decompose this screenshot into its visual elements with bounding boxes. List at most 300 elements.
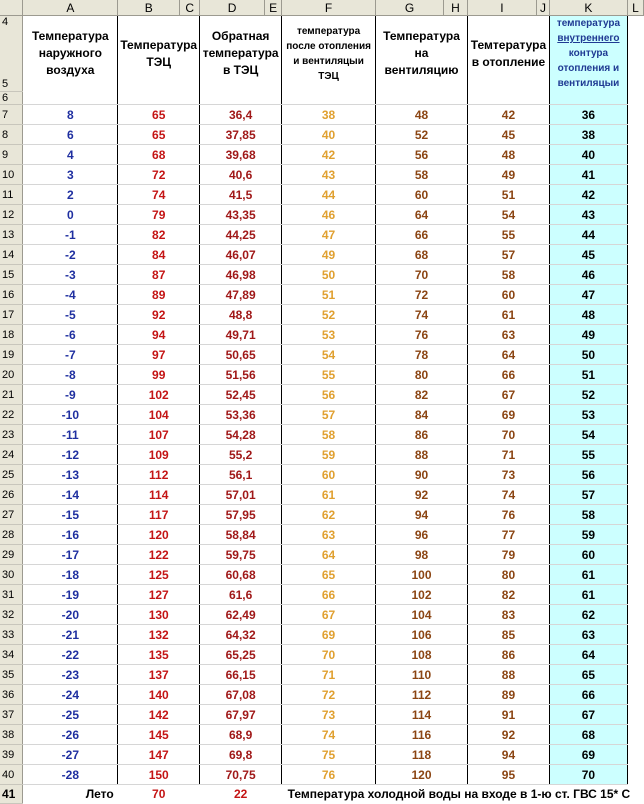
after-heating-temp-cell[interactable]: 66 — [282, 585, 376, 605]
ventilation-temp-cell[interactable]: 102 — [376, 585, 468, 605]
row-number[interactable]: 21 — [0, 385, 23, 405]
empty-cell[interactable] — [627, 265, 643, 285]
ventilation-temp-cell[interactable]: 74 — [376, 305, 468, 325]
outdoor-temp-cell[interactable]: -24 — [23, 685, 118, 705]
row-number[interactable]: 20 — [0, 365, 23, 385]
empty-cell[interactable] — [627, 705, 643, 725]
chp-temp-cell[interactable]: 125 — [118, 565, 200, 585]
empty-cell-l[interactable] — [627, 16, 643, 92]
after-heating-temp-cell[interactable]: 65 — [282, 565, 376, 585]
return-temp-cell[interactable]: 64,32 — [200, 625, 282, 645]
outdoor-temp-cell[interactable]: -1 — [23, 225, 118, 245]
ventilation-temp-cell[interactable]: 86 — [376, 425, 468, 445]
empty-cell[interactable] — [627, 325, 643, 345]
heating-temp-cell[interactable]: 92 — [467, 725, 549, 745]
ventilation-temp-cell[interactable]: 56 — [376, 145, 468, 165]
column-header-f[interactable]: F — [282, 0, 376, 16]
inner-loop-temp-cell[interactable]: 38 — [549, 125, 627, 145]
empty-cell[interactable] — [627, 665, 643, 685]
inner-loop-temp-cell[interactable]: 64 — [549, 645, 627, 665]
empty-cell[interactable] — [627, 185, 643, 205]
after-heating-temp-cell[interactable]: 76 — [282, 765, 376, 785]
cold-water-note[interactable]: Температура холодной воды на входе в 1-ю ст. ГВС 15* С — [287, 787, 631, 802]
chp-temp-cell[interactable]: 87 — [118, 265, 200, 285]
inner-loop-temp-cell[interactable]: 41 — [549, 165, 627, 185]
heating-temp-cell[interactable]: 76 — [467, 505, 549, 525]
ventilation-temp-cell[interactable]: 88 — [376, 445, 468, 465]
inner-loop-temp-cell[interactable]: 44 — [549, 225, 627, 245]
inner-loop-temp-cell[interactable]: 66 — [549, 685, 627, 705]
chp-temp-cell[interactable]: 150 — [118, 765, 200, 785]
chp-temp-cell[interactable]: 127 — [118, 585, 200, 605]
empty-cell[interactable] — [627, 205, 643, 225]
return-temp-cell[interactable]: 62,49 — [200, 605, 282, 625]
inner-loop-temp-cell[interactable]: 55 — [549, 445, 627, 465]
ventilation-temp-cell[interactable]: 108 — [376, 645, 468, 665]
ventilation-temp-cell[interactable]: 64 — [376, 205, 468, 225]
empty-cell[interactable] — [627, 105, 643, 125]
inner-loop-temp-cell[interactable]: 58 — [549, 505, 627, 525]
ventilation-temp-cell[interactable]: 106 — [376, 625, 468, 645]
after-heating-temp-cell[interactable]: 55 — [282, 365, 376, 385]
empty-cell[interactable] — [627, 92, 643, 105]
return-temp-cell[interactable]: 49,71 — [200, 325, 282, 345]
empty-cell[interactable] — [627, 225, 643, 245]
row-number[interactable]: 40 — [0, 765, 23, 785]
heating-temp-cell[interactable]: 74 — [467, 485, 549, 505]
after-heating-temp-cell[interactable]: 54 — [282, 345, 376, 365]
ventilation-temp-cell[interactable]: 116 — [376, 725, 468, 745]
outdoor-temp-cell[interactable]: -19 — [23, 585, 118, 605]
inner-loop-temp-cell[interactable]: 70 — [549, 765, 627, 785]
heating-temp-cell[interactable]: 48 — [467, 145, 549, 165]
heating-temp-cell[interactable]: 94 — [467, 745, 549, 765]
empty-cell[interactable] — [118, 92, 200, 105]
row-number[interactable]: 32 — [0, 605, 23, 625]
after-heating-temp-cell[interactable]: 69 — [282, 625, 376, 645]
outdoor-temp-cell[interactable]: -26 — [23, 725, 118, 745]
header-after-heating-temp[interactable]: температура после отопления и вентиляцыи ТЭЦ — [282, 16, 376, 92]
inner-loop-temp-cell[interactable]: 57 — [549, 485, 627, 505]
outdoor-temp-cell[interactable]: 0 — [23, 205, 118, 225]
chp-temp-cell[interactable]: 132 — [118, 625, 200, 645]
ventilation-temp-cell[interactable]: 58 — [376, 165, 468, 185]
after-heating-temp-cell[interactable]: 62 — [282, 505, 376, 525]
outdoor-temp-cell[interactable]: -17 — [23, 545, 118, 565]
row-number[interactable]: 36 — [0, 685, 23, 705]
empty-cell[interactable] — [627, 405, 643, 425]
column-header-e[interactable]: E — [265, 0, 282, 16]
outdoor-temp-cell[interactable]: -25 — [23, 705, 118, 725]
row-number[interactable]: 22 — [0, 405, 23, 425]
header-chp-temp[interactable]: Температура ТЭЦ — [118, 16, 200, 92]
row-number[interactable]: 6 — [0, 92, 23, 105]
outdoor-temp-cell[interactable]: -7 — [23, 345, 118, 365]
empty-cell[interactable] — [627, 285, 643, 305]
return-temp-cell[interactable]: 40,6 — [200, 165, 282, 185]
ventilation-temp-cell[interactable]: 72 — [376, 285, 468, 305]
heating-temp-cell[interactable]: 83 — [467, 605, 549, 625]
return-temp-cell[interactable]: 55,2 — [200, 445, 282, 465]
empty-cell[interactable] — [627, 545, 643, 565]
empty-cell[interactable] — [627, 385, 643, 405]
empty-cell[interactable] — [627, 525, 643, 545]
row-number[interactable]: 34 — [0, 645, 23, 665]
after-heating-temp-cell[interactable]: 53 — [282, 325, 376, 345]
chp-temp-cell[interactable]: 117 — [118, 505, 200, 525]
inner-loop-temp-cell[interactable]: 47 — [549, 285, 627, 305]
chp-temp-cell[interactable]: 82 — [118, 225, 200, 245]
inner-loop-temp-cell[interactable]: 59 — [549, 525, 627, 545]
chp-temp-cell[interactable]: 84 — [118, 245, 200, 265]
summer-return-temp[interactable]: 22 — [233, 787, 248, 802]
after-heating-temp-cell[interactable]: 42 — [282, 145, 376, 165]
row-number[interactable]: 10 — [0, 165, 23, 185]
return-temp-cell[interactable]: 69,8 — [200, 745, 282, 765]
empty-cell[interactable] — [627, 725, 643, 745]
row-number[interactable]: 16 — [0, 285, 23, 305]
ventilation-temp-cell[interactable]: 70 — [376, 265, 468, 285]
summer-chp-temp[interactable]: 70 — [152, 787, 166, 802]
heating-temp-cell[interactable]: 69 — [467, 405, 549, 425]
after-heating-temp-cell[interactable]: 50 — [282, 265, 376, 285]
inner-loop-temp-cell[interactable]: 52 — [549, 385, 627, 405]
ventilation-temp-cell[interactable]: 90 — [376, 465, 468, 485]
return-temp-cell[interactable]: 50,65 — [200, 345, 282, 365]
chp-temp-cell[interactable]: 114 — [118, 485, 200, 505]
outdoor-temp-cell[interactable]: 3 — [23, 165, 118, 185]
outdoor-temp-cell[interactable]: -8 — [23, 365, 118, 385]
chp-temp-cell[interactable]: 94 — [118, 325, 200, 345]
outdoor-temp-cell[interactable]: -20 — [23, 605, 118, 625]
heating-temp-cell[interactable]: 88 — [467, 665, 549, 685]
heating-temp-cell[interactable]: 89 — [467, 685, 549, 705]
after-heating-temp-cell[interactable]: 74 — [282, 725, 376, 745]
chp-temp-cell[interactable]: 89 — [118, 285, 200, 305]
ventilation-temp-cell[interactable]: 92 — [376, 485, 468, 505]
column-header-g[interactable]: G — [376, 0, 444, 16]
heating-temp-cell[interactable]: 70 — [467, 425, 549, 445]
header-ventilation-temp[interactable]: Температура на вентиляцию — [376, 16, 468, 92]
row-number[interactable]: 9 — [0, 145, 23, 165]
empty-cell[interactable] — [627, 425, 643, 445]
chp-temp-cell[interactable]: 79 — [118, 205, 200, 225]
chp-temp-cell[interactable]: 112 — [118, 465, 200, 485]
return-temp-cell[interactable]: 57,95 — [200, 505, 282, 525]
column-header-a[interactable]: A — [23, 0, 118, 16]
heating-temp-cell[interactable]: 95 — [467, 765, 549, 785]
outdoor-temp-cell[interactable]: -11 — [23, 425, 118, 445]
heating-temp-cell[interactable]: 60 — [467, 285, 549, 305]
empty-cell[interactable] — [627, 505, 643, 525]
empty-cell[interactable] — [627, 765, 643, 785]
empty-cell[interactable] — [627, 345, 643, 365]
heating-temp-cell[interactable]: 82 — [467, 585, 549, 605]
return-temp-cell[interactable]: 60,68 — [200, 565, 282, 585]
inner-loop-temp-cell[interactable]: 43 — [549, 205, 627, 225]
inner-loop-temp-cell[interactable]: 51 — [549, 365, 627, 385]
row-number[interactable]: 14 — [0, 245, 23, 265]
ventilation-temp-cell[interactable]: 112 — [376, 685, 468, 705]
heating-temp-cell[interactable]: 80 — [467, 565, 549, 585]
chp-temp-cell[interactable]: 99 — [118, 365, 200, 385]
empty-cell[interactable] — [467, 92, 549, 105]
after-heating-temp-cell[interactable]: 40 — [282, 125, 376, 145]
inner-loop-temp-cell[interactable]: 42 — [549, 185, 627, 205]
outdoor-temp-cell[interactable]: -9 — [23, 385, 118, 405]
after-heating-temp-cell[interactable]: 67 — [282, 605, 376, 625]
row-number[interactable]: 27 — [0, 505, 23, 525]
inner-loop-temp-cell[interactable]: 45 — [549, 245, 627, 265]
row-number[interactable]: 8 — [0, 125, 23, 145]
after-heating-temp-cell[interactable]: 44 — [282, 185, 376, 205]
inner-loop-temp-cell[interactable]: 49 — [549, 325, 627, 345]
heating-temp-cell[interactable]: 64 — [467, 345, 549, 365]
empty-cell[interactable] — [282, 92, 376, 105]
row-number[interactable]: 12 — [0, 205, 23, 225]
heating-temp-cell[interactable]: 58 — [467, 265, 549, 285]
header-return-temp[interactable]: Обратная температура в ТЭЦ — [200, 16, 282, 92]
ventilation-temp-cell[interactable]: 84 — [376, 405, 468, 425]
return-temp-cell[interactable]: 36,4 — [200, 105, 282, 125]
heating-temp-cell[interactable]: 73 — [467, 465, 549, 485]
outdoor-temp-cell[interactable]: 2 — [23, 185, 118, 205]
return-temp-cell[interactable]: 58,84 — [200, 525, 282, 545]
empty-cell[interactable] — [627, 625, 643, 645]
outdoor-temp-cell[interactable]: 6 — [23, 125, 118, 145]
row-number[interactable] — [0, 16, 23, 92]
empty-cell[interactable] — [627, 745, 643, 765]
heating-temp-cell[interactable]: 51 — [467, 185, 549, 205]
return-temp-cell[interactable]: 44,25 — [200, 225, 282, 245]
column-header-c[interactable]: C — [180, 0, 200, 16]
empty-cell[interactable] — [627, 645, 643, 665]
inner-loop-temp-cell[interactable]: 61 — [549, 565, 627, 585]
ventilation-temp-cell[interactable]: 118 — [376, 745, 468, 765]
column-header-l[interactable]: L — [627, 0, 643, 16]
chp-temp-cell[interactable]: 102 — [118, 385, 200, 405]
heating-temp-cell[interactable]: 55 — [467, 225, 549, 245]
inner-loop-temp-cell[interactable]: 60 — [549, 545, 627, 565]
chp-temp-cell[interactable]: 142 — [118, 705, 200, 725]
return-temp-cell[interactable]: 52,45 — [200, 385, 282, 405]
chp-temp-cell[interactable]: 74 — [118, 185, 200, 205]
return-temp-cell[interactable]: 46,98 — [200, 265, 282, 285]
heating-temp-cell[interactable]: 71 — [467, 445, 549, 465]
inner-loop-temp-cell[interactable]: 40 — [549, 145, 627, 165]
ventilation-temp-cell[interactable]: 114 — [376, 705, 468, 725]
return-temp-cell[interactable]: 53,36 — [200, 405, 282, 425]
after-heating-temp-cell[interactable]: 64 — [282, 545, 376, 565]
chp-temp-cell[interactable]: 137 — [118, 665, 200, 685]
column-header-j[interactable]: J — [536, 0, 549, 16]
ventilation-temp-cell[interactable]: 96 — [376, 525, 468, 545]
inner-loop-temp-cell[interactable]: 56 — [549, 465, 627, 485]
after-heating-temp-cell[interactable]: 70 — [282, 645, 376, 665]
header-heating-temp[interactable]: Темтература в отопление — [467, 16, 549, 92]
row-number[interactable]: 17 — [0, 305, 23, 325]
chp-temp-cell[interactable]: 135 — [118, 645, 200, 665]
ventilation-temp-cell[interactable]: 48 — [376, 105, 468, 125]
inner-loop-temp-cell[interactable]: 53 — [549, 405, 627, 425]
return-temp-cell[interactable]: 37,85 — [200, 125, 282, 145]
heating-temp-cell[interactable]: 54 — [467, 205, 549, 225]
empty-cell[interactable] — [627, 565, 643, 585]
empty-cell[interactable] — [627, 485, 643, 505]
after-heating-temp-cell[interactable]: 58 — [282, 425, 376, 445]
after-heating-temp-cell[interactable]: 43 — [282, 165, 376, 185]
after-heating-temp-cell[interactable]: 61 — [282, 485, 376, 505]
column-header-d[interactable]: D — [200, 0, 265, 16]
heating-temp-cell[interactable]: 67 — [467, 385, 549, 405]
chp-temp-cell[interactable]: 97 — [118, 345, 200, 365]
ventilation-temp-cell[interactable]: 82 — [376, 385, 468, 405]
ventilation-temp-cell[interactable]: 78 — [376, 345, 468, 365]
ventilation-temp-cell[interactable]: 66 — [376, 225, 468, 245]
heating-temp-cell[interactable]: 42 — [467, 105, 549, 125]
heating-temp-cell[interactable]: 85 — [467, 625, 549, 645]
inner-loop-temp-cell[interactable]: 48 — [549, 305, 627, 325]
return-temp-cell[interactable]: 47,89 — [200, 285, 282, 305]
return-temp-cell[interactable]: 67,97 — [200, 705, 282, 725]
outdoor-temp-cell[interactable]: -18 — [23, 565, 118, 585]
ventilation-temp-cell[interactable]: 104 — [376, 605, 468, 625]
ventilation-temp-cell[interactable]: 120 — [376, 765, 468, 785]
heating-temp-cell[interactable]: 77 — [467, 525, 549, 545]
inner-loop-temp-cell[interactable]: 50 — [549, 345, 627, 365]
chp-temp-cell[interactable]: 140 — [118, 685, 200, 705]
outdoor-temp-cell[interactable]: -10 — [23, 405, 118, 425]
return-temp-cell[interactable]: 51,56 — [200, 365, 282, 385]
summer-label[interactable]: Лето — [85, 787, 114, 802]
row-number[interactable]: 38 — [0, 725, 23, 745]
row-number[interactable]: 23 — [0, 425, 23, 445]
chp-temp-cell[interactable]: 120 — [118, 525, 200, 545]
after-heating-temp-cell[interactable]: 46 — [282, 205, 376, 225]
heating-temp-cell[interactable]: 61 — [467, 305, 549, 325]
outdoor-temp-cell[interactable]: -5 — [23, 305, 118, 325]
empty-cell[interactable] — [627, 585, 643, 605]
ventilation-temp-cell[interactable]: 80 — [376, 365, 468, 385]
chp-temp-cell[interactable]: 68 — [118, 145, 200, 165]
chp-temp-cell[interactable]: 130 — [118, 605, 200, 625]
chp-temp-cell[interactable]: 109 — [118, 445, 200, 465]
chp-temp-cell[interactable]: 107 — [118, 425, 200, 445]
return-temp-cell[interactable]: 41,5 — [200, 185, 282, 205]
row-number[interactable]: 11 — [0, 185, 23, 205]
inner-loop-temp-cell[interactable]: 46 — [549, 265, 627, 285]
row-number[interactable]: 26 — [0, 485, 23, 505]
ventilation-temp-cell[interactable]: 60 — [376, 185, 468, 205]
ventilation-temp-cell[interactable]: 52 — [376, 125, 468, 145]
row-number[interactable]: 33 — [0, 625, 23, 645]
outdoor-temp-cell[interactable]: -6 — [23, 325, 118, 345]
return-temp-cell[interactable]: 57,01 — [200, 485, 282, 505]
ventilation-temp-cell[interactable]: 110 — [376, 665, 468, 685]
chp-temp-cell[interactable]: 72 — [118, 165, 200, 185]
chp-temp-cell[interactable]: 65 — [118, 125, 200, 145]
row-number[interactable]: 39 — [0, 745, 23, 765]
row-number[interactable]: 30 — [0, 565, 23, 585]
row-number[interactable]: 37 — [0, 705, 23, 725]
column-header-b[interactable]: B — [118, 0, 180, 16]
after-heating-temp-cell[interactable]: 72 — [282, 685, 376, 705]
inner-loop-temp-cell[interactable]: 69 — [549, 745, 627, 765]
empty-cell[interactable] — [376, 92, 468, 105]
heating-temp-cell[interactable]: 63 — [467, 325, 549, 345]
row-number[interactable]: 18 — [0, 325, 23, 345]
empty-cell[interactable] — [627, 365, 643, 385]
heating-temp-cell[interactable]: 66 — [467, 365, 549, 385]
outdoor-temp-cell[interactable]: -13 — [23, 465, 118, 485]
outdoor-temp-cell[interactable]: -4 — [23, 285, 118, 305]
inner-loop-temp-cell[interactable]: 62 — [549, 605, 627, 625]
row-number[interactable]: 29 — [0, 545, 23, 565]
outdoor-temp-cell[interactable]: -22 — [23, 645, 118, 665]
empty-cell[interactable] — [627, 165, 643, 185]
inner-loop-temp-cell[interactable]: 67 — [549, 705, 627, 725]
inner-loop-temp-cell[interactable]: 36 — [549, 105, 627, 125]
return-temp-cell[interactable]: 70,75 — [200, 765, 282, 785]
return-temp-cell[interactable]: 56,1 — [200, 465, 282, 485]
after-heating-temp-cell[interactable]: 60 — [282, 465, 376, 485]
column-header-h[interactable]: H — [444, 0, 468, 16]
chp-temp-cell[interactable]: 65 — [118, 105, 200, 125]
ventilation-temp-cell[interactable]: 98 — [376, 545, 468, 565]
outdoor-temp-cell[interactable]: -16 — [23, 525, 118, 545]
return-temp-cell[interactable]: 61,6 — [200, 585, 282, 605]
row-number[interactable]: 28 — [0, 525, 23, 545]
return-temp-cell[interactable]: 54,28 — [200, 425, 282, 445]
heating-temp-cell[interactable]: 49 — [467, 165, 549, 185]
inner-loop-temp-cell[interactable]: 63 — [549, 625, 627, 645]
return-temp-cell[interactable]: 67,08 — [200, 685, 282, 705]
empty-cell[interactable] — [549, 92, 627, 105]
header-inner-loop-temp[interactable] — [549, 16, 627, 92]
return-temp-cell[interactable]: 66,15 — [200, 665, 282, 685]
heating-temp-cell[interactable]: 91 — [467, 705, 549, 725]
chp-temp-cell[interactable]: 147 — [118, 745, 200, 765]
column-header-k[interactable]: K — [549, 0, 627, 16]
outdoor-temp-cell[interactable]: -27 — [23, 745, 118, 765]
empty-cell[interactable] — [627, 445, 643, 465]
chp-temp-cell[interactable]: 145 — [118, 725, 200, 745]
outdoor-temp-cell[interactable]: 8 — [23, 105, 118, 125]
return-temp-cell[interactable]: 39,68 — [200, 145, 282, 165]
row-number[interactable]: 25 — [0, 465, 23, 485]
inner-loop-temp-cell[interactable]: 61 — [549, 585, 627, 605]
outdoor-temp-cell[interactable]: -2 — [23, 245, 118, 265]
outdoor-temp-cell[interactable]: -12 — [23, 445, 118, 465]
row-number[interactable]: 13 — [0, 225, 23, 245]
after-heating-temp-cell[interactable]: 63 — [282, 525, 376, 545]
empty-cell[interactable] — [627, 605, 643, 625]
heating-temp-cell[interactable]: 57 — [467, 245, 549, 265]
header-outdoor-temp[interactable]: Температура наружного воздуха — [23, 16, 118, 92]
empty-cell[interactable] — [627, 305, 643, 325]
after-heating-temp-cell[interactable]: 51 — [282, 285, 376, 305]
outdoor-temp-cell[interactable]: -3 — [23, 265, 118, 285]
after-heating-temp-cell[interactable]: 38 — [282, 105, 376, 125]
row-number[interactable]: 41 — [0, 785, 23, 804]
row-number[interactable]: 15 — [0, 265, 23, 285]
outdoor-temp-cell[interactable]: -21 — [23, 625, 118, 645]
empty-cell[interactable] — [627, 125, 643, 145]
row-number[interactable]: 24 — [0, 445, 23, 465]
empty-cell[interactable] — [627, 245, 643, 265]
ventilation-temp-cell[interactable]: 94 — [376, 505, 468, 525]
after-heating-temp-cell[interactable]: 52 — [282, 305, 376, 325]
